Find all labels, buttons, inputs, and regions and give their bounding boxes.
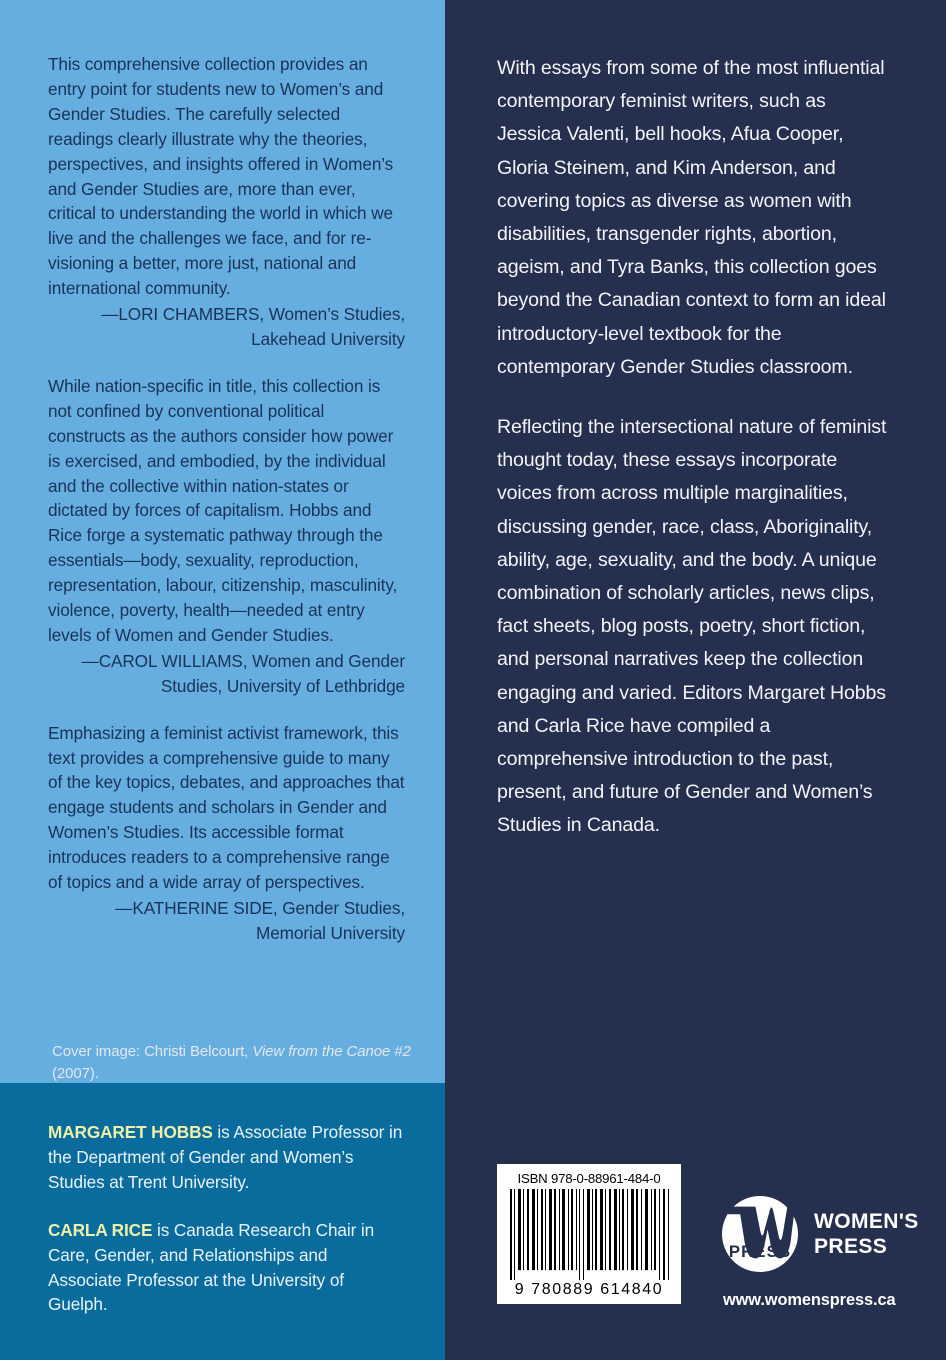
author-bio [48, 1218, 403, 1318]
review-blurb-attribution: —KATHERINE SIDE, Gender Studies, Memorial University [115, 898, 405, 943]
review-blurb-text: While nation-specific in title, this collection is not confined by conventional political constructs as the authors consider how power is exercised, and embodied, by the individual and the collective within nation-states or dictated by forces of capitalism. Hobbs and Rice forge a systematic pathway through the essentials—body, sexuality, reproduction, representation, labour, citizenship, masculinity, violence, poverty, health—needed at entry levels of Women and Gender Studies. [48, 375, 398, 645]
description-column [445, 0, 946, 1360]
description-paragraph-2: Reflecting the intersectional nature of feminist thought today, these essays incorporate voices from across multiple marginalities, discussing gender, race, class, Aboriginality, ability, age, sexuality, and the body. A unique combination of scholarly articles, news clips, fact sheets, blog posts, poetry, short fiction, and personal narratives keep the collection engaging and varied. Editors Margaret Hobbs and Carla Rice have compiled a comprehensive introduction to the past, present, and future of Gender and Women’s Studies in Canada. [497, 416, 887, 837]
author-name: CARLA RICE [48, 1219, 153, 1240]
review-blurb-text: This comprehensive collection provides an entry point for students new to Women’s and Gender Studies. The carefully selected readings clearly illustrate why the theories, perspectives, and insights offered in Women’s and Gender Studies are, more than ever, critical to understanding the world in which we live and the challenges we face, and for re-visioning a better, more just, national and international community. [48, 54, 394, 299]
cover-credit-prefix: Cover image: Christi Belcourt, [52, 1043, 253, 1060]
publisher-logo [722, 1196, 919, 1272]
publisher-name-line-2: PRESS [814, 1235, 888, 1258]
review-blurb [48, 374, 405, 699]
womens-press-circle-icon [722, 1196, 798, 1272]
description-paragraph-1: With essays from some of the most influential contemporary feminist writers, such as Jessica Valenti, bell hooks, Afua Cooper, Gloria Steinem, and Kim Anderson, and covering topics as diverse as women with disabilities, transgender rights, abortion, ageism, and Tyra Banks, this collection goes beyond the Canadian context to form an ideal introductory-level textbook for the contemporary Gender Studies classroom. [497, 57, 886, 378]
barcode-bars-icon [508, 1189, 671, 1280]
author-name: MARGARET HOBBS [48, 1122, 213, 1142]
review-blurb-attribution: —LORI CHAMBERS, Women’s Studies, Lakehead University [101, 304, 405, 349]
cover-artwork-title: View from the Canoe #2 [252, 1043, 411, 1060]
barcode-digits: 9 780889 614840 [514, 1281, 664, 1298]
cover-credit-suffix: (2007). [52, 1065, 99, 1082]
review-blurb-text: Emphasizing a feminist activist framework, this text provides a comprehensive guide to many of the key topics, debates, and approaches that engage students and scholars in Gender and Women’s Studies. Its accessible format introduces readers to a comprehensive range of topics and a wide array of perspectives. [48, 722, 405, 893]
author-bios [0, 1083, 445, 1360]
author-bio [48, 1120, 403, 1195]
isbn-barcode [497, 1164, 681, 1304]
review-blurb [48, 52, 405, 352]
review-blurb-attribution: —CAROL WILLIAMS, Women and Gender Studies, University of Lethbridge [81, 650, 405, 696]
author-bio-text: is Canada Research Chair in Care, Gender, and Relationships and Associate Professor at the University of Guelph. [48, 1219, 375, 1315]
publisher-url: www.womenspress.ca [723, 1291, 896, 1309]
review-blurbs [0, 0, 445, 1083]
author-bio-text: is Associate Professor in the Department of Gender and Women’s Studies at Trent University. [48, 1122, 403, 1192]
cover-image-credit [52, 1041, 452, 1085]
publisher-name-line-1: WOMEN'S [814, 1210, 919, 1233]
publisher-wordmark [814, 1209, 919, 1259]
logo-press-word: PRESS [728, 1241, 792, 1261]
review-blurb [48, 721, 405, 946]
isbn-label: ISBN 978-0-88961-484-0 [517, 1171, 661, 1186]
